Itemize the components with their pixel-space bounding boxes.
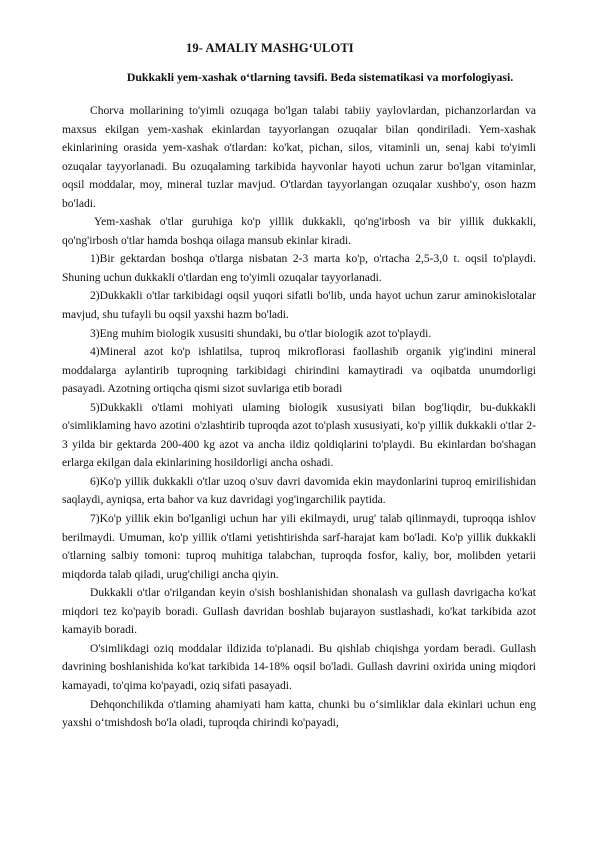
paragraph-point-7: 7)Ko'p yillik ekin bo'lganligi uchun har yili ekilmaydi, urug' talab qilinmaydi, tuproqqa ishlov berilmaydi. Umuman, ko'p yillik o'tlami yetishtirishda sarf-harajat kam bo'ladi. Ko'p yillik dukkakli o'tlarning salbiy tomoni: tuproq muhitiga talabchan, tuproqda fosfor, kaliy, bor, molibden yetarii miqdorda talab qiladi, urug'chiligi ancha qiyin. xyxy=(62,513,536,581)
paragraph-point-6: 6)Ko'p yillik dukkakli o'tlar uzoq o'suv davri davomida ekin maydonlarini tuproq emirilishidan saqlaydi, ayniqsa, erta bahor va kuz davridagi yog'ingarchilik paytida. xyxy=(62,475,536,507)
page-subtitle: Dukkakli yem-xashak o‘tlarning tavsifi. Beda sistematikasi va morfologiyasi. xyxy=(126,70,514,84)
paragraph-point-5: 5)Dukkakli o'tlami mohiyati ulaming biologik xususiyati bilan bog'liqdir, bu-dukkakli o'simliklaming havo azotini o'zlashtirib tuproqda azot to'plash xususiyati, ko'p yillik dukkakli o'tlar 2-3 yilda bir gektarda 200-400 kg azot va ancha ildiz qoldiqlarini to'playdi. Bu ekinlardan bo'shagan erlarga ekilgan dala ekinlarining hosildorligi ancha oshadi. xyxy=(62,401,536,470)
paragraph-point-3: 3)Eng muhim biologik xususiti shundaki, bu o'tlar biologik azot to'playdi. xyxy=(90,327,432,340)
paragraph-groups: Yem-xashak o'tlar guruhiga ko'p yillik dukkakli, qo'ng'irbosh va bir yillik dukkakli, qo'ng'irbosh o'tlar hamda boshqa oilaga mansub ekinlar kiradi. xyxy=(62,216,536,247)
paragraph-nutrients: O'simlikdagi oziq moddalar ildizida to'planadi. Bu qishlab chiqishga yordam beradi. Gullash davrining boshlanishida ko'kat tarkibida 14-18% oqsil bo'ladi. Gullash davrini oxirida uning miqdori kamayadi, to'qima ko'payadi, oziq sifati pasayadi. xyxy=(62,642,536,692)
paragraph-point-4: 4)Mineral azot ko'p ishlatilsa, tuproq mikroflorasi faollashib organik yig'indini mineral moddalarga aylantirib tuproqning tarkibidagi chirindini kamaytiradi va oqibatda unumdorligi pasayadi. Azotning ortiqcha qismi sizot suvlariga etib boradi xyxy=(62,346,536,396)
paragraph-point-1: 1)Bir gektardan boshqa o'tlarga nisbatan 2-3 marta ko'p, o'rtacha 2,5-3,0 t. oqsil to'playdi. Shuning uchun dukkakli o'tlardan eng to'yimli ozuqalar tayyorlanadi. xyxy=(62,253,536,284)
paragraph-point-2: 2)Dukkakli o'tlar tarkibidagi oqsil yuqori sifatli bo'lib, unda hayot uchun zarur aminokislotalar mavjud, shu tufayli bu oqsil yaxshi hazm bo'ladi. xyxy=(62,290,536,322)
document-body xyxy=(62,102,536,733)
page-heading: 19- AMALIY MASHG‘ULOTI xyxy=(186,41,354,55)
paragraph-farming: Dehqonchilikda o'tlaming ahamiyati ham katta, chunki bu o‘simliklar dala ekinlari uchun eng yaxshi o‘tmishdosh bo'la oladi, tuproqda chirindi ko'payadi, xyxy=(62,698,536,730)
paragraph-growth: Dukkakli o'tlar o'rilgandan keyin o'sish boshlanishidan shonalash va gullash davrigacha ko'kat miqdori tez ko'payib boradi. Gullash davridan boshlab bujarayon sustlashadi, ko'kat tarkibida azot kamayib boradi. xyxy=(62,587,536,637)
paragraph-intro: Chorva mollarining to'yimli ozuqaga bo'lgan talabi tabiiy yaylovlardan, pichanzorlardan va maxsus ekilgan yem-xashak ekinlardan tayyorlangan ozuqalar bilan qondiriladi. Yem-xashak ekinlarining orasida yem-xashak o'tlardan: ko'kat, pichan, silos, vitaminli un, senaj kabi to'yimli ozuqalar tayyorlanadi. Bu ozuqalaming tarkibida hayvonlar hayoti uchun zarur bo'lgan vitaminlar, oqsil moddalar, moy, mineral tuzlar mavjud. O'tlardan tayyorlangan ozuqalar xushbo'y, oson hazm bo'ladi. xyxy=(62,105,536,210)
